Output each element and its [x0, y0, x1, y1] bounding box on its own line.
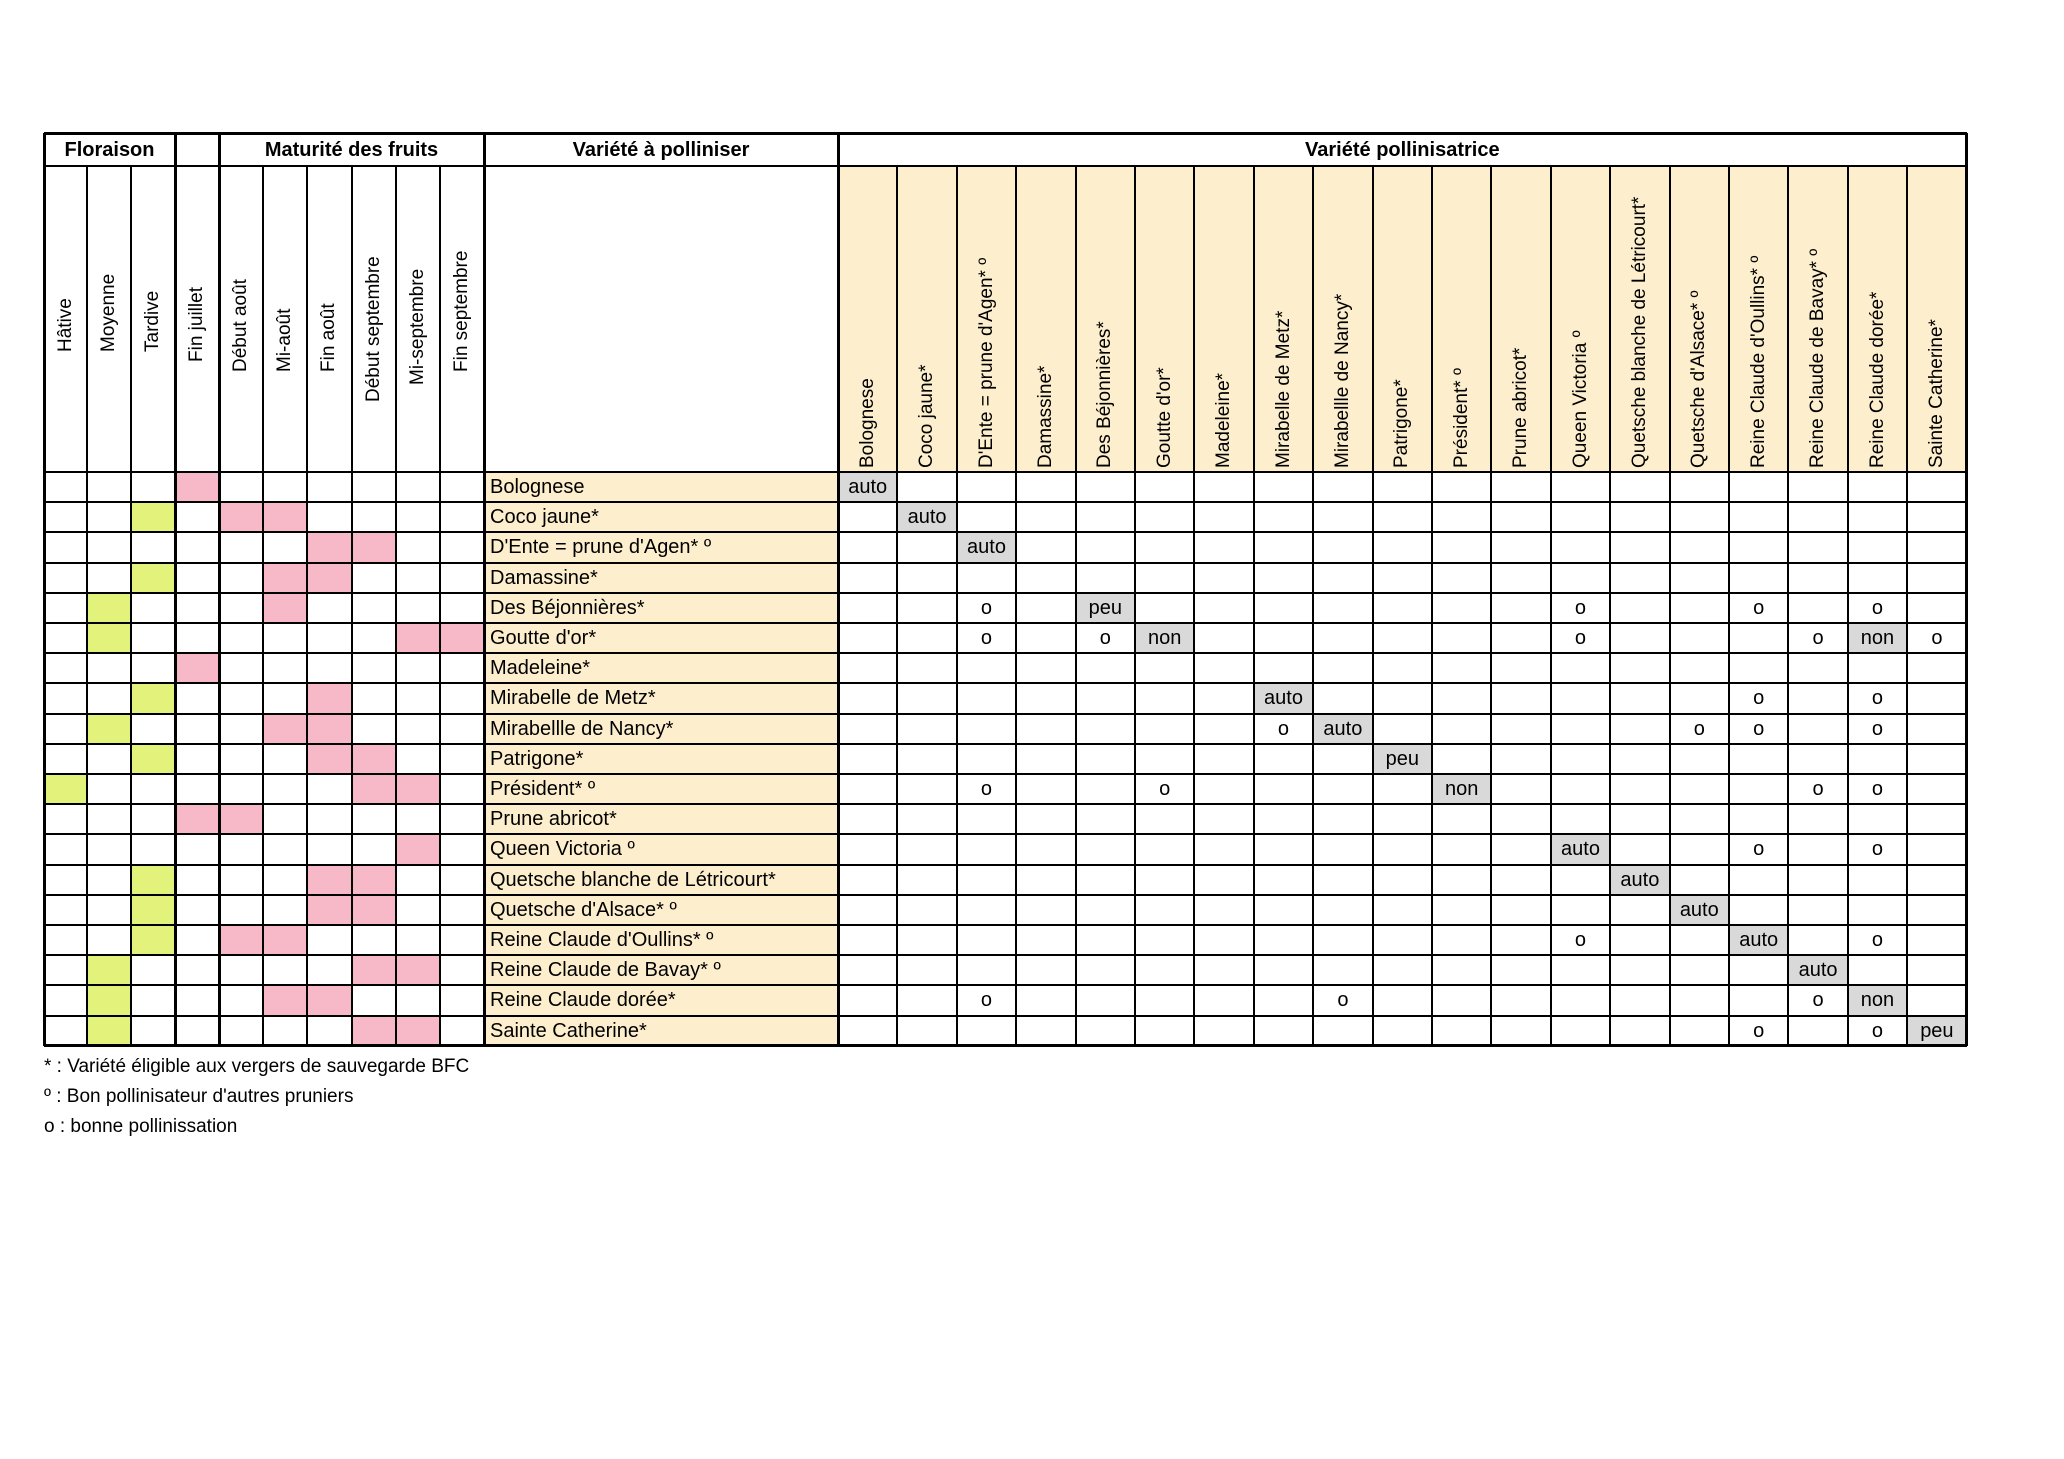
maturity-mark — [307, 532, 351, 562]
maturite-column-header: Fin juillet — [186, 287, 207, 362]
grid-line — [44, 531, 1967, 533]
flowering-mark — [131, 502, 175, 532]
grid-line — [1906, 166, 1908, 1046]
maturity-mark — [263, 714, 307, 744]
pollination-value: o — [980, 778, 993, 800]
maturite-column-header: Début août — [230, 279, 252, 372]
maturity-mark — [175, 804, 219, 834]
maturity-mark — [263, 502, 307, 532]
grid-line — [44, 803, 1967, 805]
maturity-mark — [352, 774, 396, 804]
grid-line — [1372, 166, 1374, 1046]
pollinator-column-header: Mirabelle de Metz* — [1272, 310, 1294, 468]
grid-line — [262, 166, 264, 1046]
maturity-mark — [175, 472, 219, 502]
grid-line — [1015, 166, 1017, 1046]
pollination-value: o — [1753, 838, 1765, 861]
pollination-value: o — [1871, 1019, 1884, 1042]
grid-line — [956, 166, 958, 1046]
flowering-mark — [87, 985, 131, 1015]
grid-line — [837, 133, 840, 1046]
grid-line — [1847, 166, 1849, 1046]
grid-line — [44, 562, 1967, 564]
pollinator-column-header: Patrigone* — [1391, 379, 1413, 468]
variety-row-label: D'Ente = prune d'Agen* º — [490, 536, 712, 559]
group-header-maturite: Maturité des fruits — [264, 139, 439, 161]
grid-line — [44, 954, 1967, 956]
pollinator-column-header: Bolognese — [856, 378, 878, 468]
flowering-mark — [131, 895, 175, 925]
maturite-column-header: Début septembre — [362, 256, 384, 402]
pollination-value: o — [1753, 717, 1765, 740]
legend-o-note: o : bonne pollinissation — [44, 1116, 238, 1137]
maturity-mark — [396, 1016, 440, 1046]
variety-row-label: Goutte d'or* — [490, 627, 597, 649]
grid-line — [44, 713, 1967, 715]
maturity-mark — [219, 502, 263, 532]
flowering-mark — [131, 563, 175, 593]
maturity-mark — [307, 683, 351, 713]
pollination-value: non — [1148, 627, 1182, 649]
pollination-value: o — [1871, 838, 1884, 861]
pollinator-column-header: Quetsche blanche de Létricourt* — [1628, 196, 1650, 468]
grid-line — [218, 133, 221, 1046]
flowering-mark — [87, 955, 131, 985]
grid-line — [1312, 166, 1314, 1046]
variety-row-label: Quetsche blanche de Létricourt* — [490, 868, 776, 891]
grid-line — [43, 133, 46, 1046]
grid-line — [44, 132, 1967, 135]
variety-row-label: Damassine* — [490, 566, 598, 589]
pollination-value: auto — [1679, 898, 1719, 921]
pollination-value: auto — [1323, 717, 1363, 740]
flowering-mark — [131, 744, 175, 774]
grid-line — [439, 166, 441, 1046]
maturity-mark — [307, 563, 351, 593]
grid-line — [896, 166, 898, 1046]
grid-line — [1787, 166, 1789, 1046]
pollination-value: non — [1445, 778, 1479, 800]
grid-line — [1134, 166, 1136, 1046]
maturity-mark — [175, 653, 219, 683]
grid-line — [44, 501, 1967, 503]
maturite-column-header: Fin août — [318, 303, 340, 372]
variety-row-label: Mirabelle de Metz* — [490, 687, 656, 710]
maturite-column-header: Mi-août — [274, 308, 296, 372]
grid-line — [44, 743, 1967, 745]
pollination-value: o — [1277, 717, 1290, 740]
variety-row-label: Queen Victoria º — [490, 838, 635, 861]
pollinator-column-header: Reine Claude de Bavay* º — [1807, 248, 1829, 468]
grid-line — [44, 864, 1967, 866]
pollination-value: o — [1812, 778, 1824, 800]
grid-line — [306, 166, 308, 1046]
maturity-mark — [352, 895, 396, 925]
maturity-mark — [352, 1016, 396, 1046]
grid-line — [44, 592, 1967, 594]
pollination-value: peu — [1088, 596, 1122, 619]
pollination-value: o — [1871, 929, 1884, 951]
grid-line — [44, 924, 1967, 926]
variety-row-label: Des Béjonnières* — [490, 596, 645, 619]
maturity-mark — [307, 744, 351, 774]
pollination-value: o — [1812, 989, 1824, 1012]
variety-row-label: Sainte Catherine* — [490, 1019, 647, 1042]
grid-line — [1075, 166, 1077, 1046]
grid-line — [44, 1044, 1967, 1047]
pollination-value: o — [1871, 717, 1884, 740]
grid-line — [44, 652, 1967, 654]
floraison-column-header: Tardive — [142, 290, 163, 352]
grid-line — [351, 166, 353, 1046]
variety-row-label: Patrigone* — [490, 747, 584, 770]
pollinator-column-header: Des Béjonnières* — [1094, 321, 1116, 468]
pollination-value: o — [980, 627, 993, 649]
grid-line — [483, 133, 486, 1046]
grid-line — [1431, 166, 1433, 1046]
pollination-value: peu — [1920, 1019, 1954, 1042]
variety-row-label: Prune abricot* — [490, 808, 617, 831]
grid-line — [44, 773, 1967, 775]
pollination-value: o — [1574, 627, 1587, 649]
grid-line — [1550, 166, 1552, 1046]
flowering-mark — [87, 623, 131, 653]
pollination-value: o — [1574, 596, 1587, 619]
pollination-value: auto — [1264, 687, 1303, 710]
pollination-value: o — [1871, 596, 1884, 619]
grid-line — [1609, 166, 1611, 1046]
pollination-value: auto — [907, 506, 947, 529]
grid-line — [44, 1015, 1967, 1017]
pollination-value: o — [1159, 778, 1171, 800]
pollinator-column-header: D'Ente = prune d'Agen* º — [975, 257, 997, 468]
pollination-value: o — [1871, 778, 1884, 800]
variety-row-label: Bolognese — [490, 476, 585, 498]
pollination-value: o — [1753, 596, 1765, 619]
pollination-value: auto — [1561, 838, 1600, 861]
flowering-mark — [87, 714, 131, 744]
grid-line — [1193, 166, 1195, 1046]
maturity-mark — [396, 623, 440, 653]
flowering-mark — [87, 593, 131, 623]
variety-row-label: Président* º — [490, 778, 596, 800]
grid-line — [1728, 166, 1730, 1046]
grid-line — [44, 833, 1967, 835]
maturity-mark — [396, 774, 440, 804]
grid-line — [86, 166, 88, 1046]
pollination-value: non — [1860, 627, 1895, 649]
maturity-mark — [263, 985, 307, 1015]
maturity-mark — [219, 804, 263, 834]
pollination-value: o — [1693, 717, 1705, 740]
legend-ordinal-note: º : Bon pollinisateur d'autres pruniers — [44, 1086, 354, 1107]
group-header-variete-a-polliniser: Variété à polliniser — [572, 139, 750, 161]
pollinator-column-header: Coco jaune* — [916, 364, 938, 468]
maturity-mark — [263, 593, 307, 623]
flowering-mark — [87, 1016, 131, 1046]
variety-row-label: Reine Claude de Bavay* º — [490, 959, 721, 982]
grid-line — [44, 894, 1967, 896]
maturity-mark — [396, 834, 440, 864]
pollination-value: o — [1099, 627, 1111, 649]
grid-line — [1965, 133, 1968, 1046]
pollinator-column-header: Quetsche d'Alsace* º — [1688, 290, 1710, 468]
grid-line — [130, 166, 132, 1046]
maturity-mark — [440, 623, 484, 653]
pollinator-column-header: Sainte Catherine* — [1925, 319, 1947, 468]
pollination-value: o — [1753, 1019, 1765, 1042]
pollinator-column-header: Goutte d'or* — [1153, 367, 1175, 468]
flowering-mark — [131, 865, 175, 895]
pollinator-column-header: Reine Claude dorée* — [1866, 291, 1888, 468]
maturity-mark — [396, 955, 440, 985]
flowering-mark — [131, 925, 175, 955]
group-header-floraison: Floraison — [64, 139, 155, 161]
pollination-value: auto — [967, 536, 1006, 559]
pollination-value: o — [1337, 989, 1349, 1012]
pollination-value: o — [980, 596, 993, 619]
grid-line — [1669, 166, 1671, 1046]
legend-asterisk-note: * : Variété éligible aux vergers de sauvegarde BFC — [44, 1056, 470, 1077]
maturite-column-header: Mi-septembre — [406, 268, 428, 385]
pollination-value: auto — [848, 476, 888, 498]
pollinator-column-header: Prune abricot* — [1510, 347, 1532, 468]
pollination-value: o — [980, 989, 993, 1012]
pollination-value: o — [1812, 627, 1824, 649]
pollination-value: o — [1574, 929, 1587, 951]
grid-line — [1490, 166, 1492, 1046]
maturity-mark — [352, 955, 396, 985]
pollination-value: o — [1871, 687, 1884, 710]
grid-line — [395, 166, 397, 1046]
flowering-mark — [44, 774, 87, 804]
floraison-column-header: Hâtive — [54, 298, 76, 352]
pollination-value: auto — [1620, 868, 1660, 891]
maturity-mark — [352, 865, 396, 895]
pollination-value: auto — [1798, 959, 1838, 982]
grid-line — [1253, 166, 1255, 1046]
pollinator-column-header: Damassine* — [1034, 365, 1056, 468]
grid-line — [44, 622, 1967, 624]
maturity-mark — [263, 563, 307, 593]
variety-row-label: Mirabellle de Nancy* — [490, 717, 674, 740]
pollinator-column-header: Madeleine* — [1213, 372, 1235, 468]
maturity-mark — [307, 985, 351, 1015]
pollination-value: peu — [1385, 747, 1419, 770]
pollinator-column-header: Président* º — [1450, 368, 1472, 468]
pollinator-column-header: Mirabellle de Nancy* — [1331, 293, 1353, 468]
grid-line — [44, 682, 1967, 684]
maturity-mark — [307, 714, 351, 744]
grid-line — [44, 984, 1967, 986]
variety-row-label: Madeleine* — [490, 657, 591, 680]
variety-row-label: Reine Claude d'Oullins* º — [490, 929, 714, 951]
flowering-mark — [131, 683, 175, 713]
maturity-mark — [263, 925, 307, 955]
variety-row-label: Quetsche d'Alsace* º — [490, 898, 677, 921]
pollination-value: o — [1931, 627, 1943, 649]
floraison-column-header: Moyenne — [98, 273, 119, 352]
maturity-mark — [352, 744, 396, 774]
grid-line — [174, 133, 177, 1046]
maturite-column-header: Fin septembre — [450, 250, 472, 372]
pollination-value: o — [1753, 687, 1765, 710]
maturity-mark — [307, 865, 351, 895]
pollination-value: non — [1860, 989, 1895, 1012]
variety-row-label: Coco jaune* — [490, 506, 599, 529]
pollinator-column-header: Reine Claude d'Oullins* º — [1747, 255, 1769, 468]
pollination-value: auto — [1739, 929, 1779, 951]
grid-line — [44, 165, 1967, 167]
maturity-mark — [307, 895, 351, 925]
variety-row-label: Reine Claude dorée* — [490, 989, 676, 1012]
grid-line — [44, 471, 1967, 473]
pollinator-column-header: Queen Victoria º — [1569, 330, 1591, 468]
maturity-mark — [352, 532, 396, 562]
group-header-variete-pollinisatrice: Variété pollinisatrice — [1305, 139, 1500, 161]
maturity-mark — [219, 925, 263, 955]
